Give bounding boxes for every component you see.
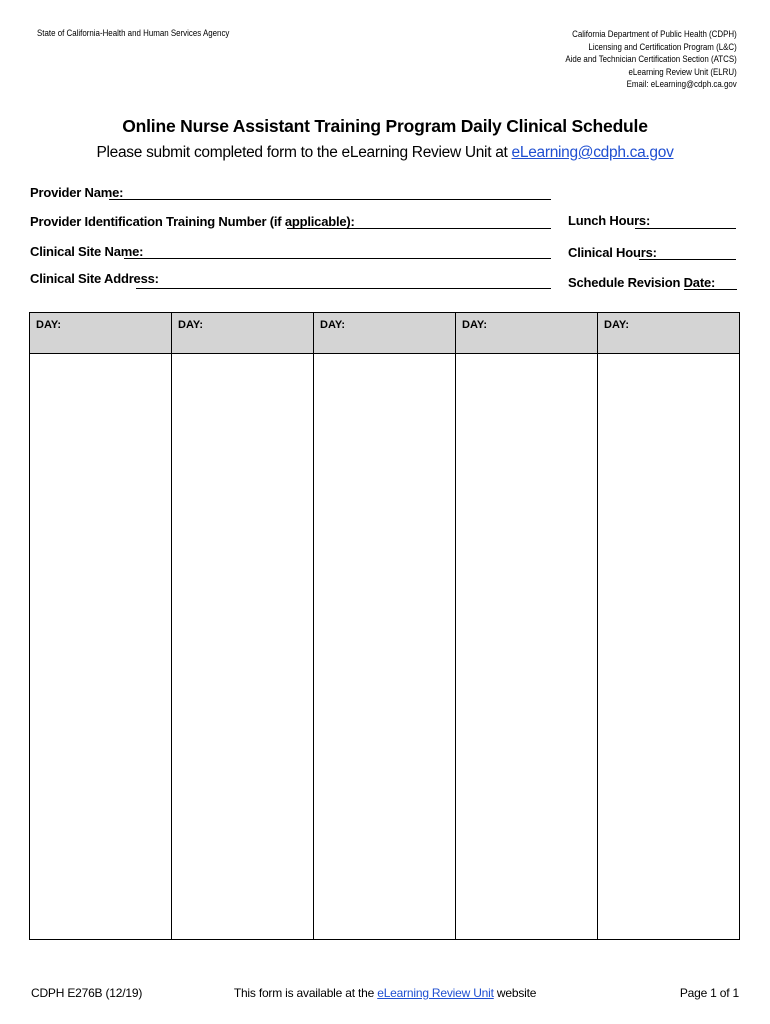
page-number: Page 1 of 1 bbox=[679, 986, 739, 1000]
day-entry-area[interactable] bbox=[314, 354, 455, 939]
day-entry-area[interactable] bbox=[598, 354, 739, 939]
form-id: CDPH E276B (12/19) bbox=[31, 986, 143, 1000]
day-column bbox=[314, 313, 456, 939]
instructions-text: Please submit completed form to the eLearning Review Unit at bbox=[96, 144, 512, 161]
email-link[interactable]: eLearning@cdph.ca.gov bbox=[511, 144, 674, 161]
clinical-site-name-label: Clinical Site Name: bbox=[30, 244, 144, 259]
footer-availability bbox=[0, 986, 770, 1000]
provider-name-label: Provider Name: bbox=[30, 185, 124, 200]
day-header: DAY: bbox=[598, 313, 739, 354]
schedule-table bbox=[29, 312, 740, 940]
day-header: DAY: bbox=[456, 313, 597, 354]
department-line: eLearning Review Unit (ELRU) bbox=[628, 66, 737, 77]
agency-name: State of California-Health and Human Services Agency bbox=[37, 28, 230, 38]
day-column bbox=[172, 313, 314, 939]
lunch-hours-field[interactable] bbox=[635, 228, 736, 229]
day-column bbox=[598, 313, 739, 939]
department-line: Licensing and Certification Program (L&C) bbox=[588, 41, 737, 52]
day-column bbox=[30, 313, 172, 939]
provider-id-field[interactable] bbox=[287, 228, 551, 229]
schedule-revision-date-label: Schedule Revision Date: bbox=[568, 275, 716, 290]
clinical-hours-field[interactable] bbox=[639, 259, 736, 260]
day-column bbox=[456, 313, 598, 939]
department-email: Email: eLearning@cdph.ca.gov bbox=[626, 79, 737, 90]
availability-prefix: This form is available at the bbox=[233, 986, 378, 1000]
department-block bbox=[566, 28, 737, 91]
department-line: Aide and Technician Certification Section (ATCS) bbox=[565, 54, 737, 65]
availability-suffix: website bbox=[493, 986, 537, 1000]
day-entry-area[interactable] bbox=[172, 354, 313, 939]
day-header: DAY: bbox=[314, 313, 455, 354]
day-header: DAY: bbox=[30, 313, 171, 354]
page-title: Online Nurse Assistant Training Program Daily Clinical Schedule bbox=[122, 116, 648, 136]
submission-instructions bbox=[0, 144, 770, 162]
lunch-hours-label: Lunch Hours: bbox=[568, 213, 651, 228]
clinical-site-name-field[interactable] bbox=[124, 258, 551, 259]
day-header: DAY: bbox=[172, 313, 313, 354]
clinical-site-address-field[interactable] bbox=[136, 288, 551, 289]
schedule-revision-date-field[interactable] bbox=[684, 289, 737, 290]
provider-id-label: Provider Identification Training Number (if applicable): bbox=[30, 214, 355, 229]
clinical-site-address-label: Clinical Site Address: bbox=[30, 271, 159, 286]
department-line: California Department of Public Health (CDPH) bbox=[572, 29, 737, 39]
clinical-hours-label: Clinical Hours: bbox=[568, 245, 657, 260]
day-entry-area[interactable] bbox=[456, 354, 597, 939]
elearning-review-unit-link[interactable]: eLearning Review Unit bbox=[377, 986, 494, 1000]
day-entry-area[interactable] bbox=[30, 354, 171, 939]
provider-name-field[interactable] bbox=[109, 199, 551, 200]
